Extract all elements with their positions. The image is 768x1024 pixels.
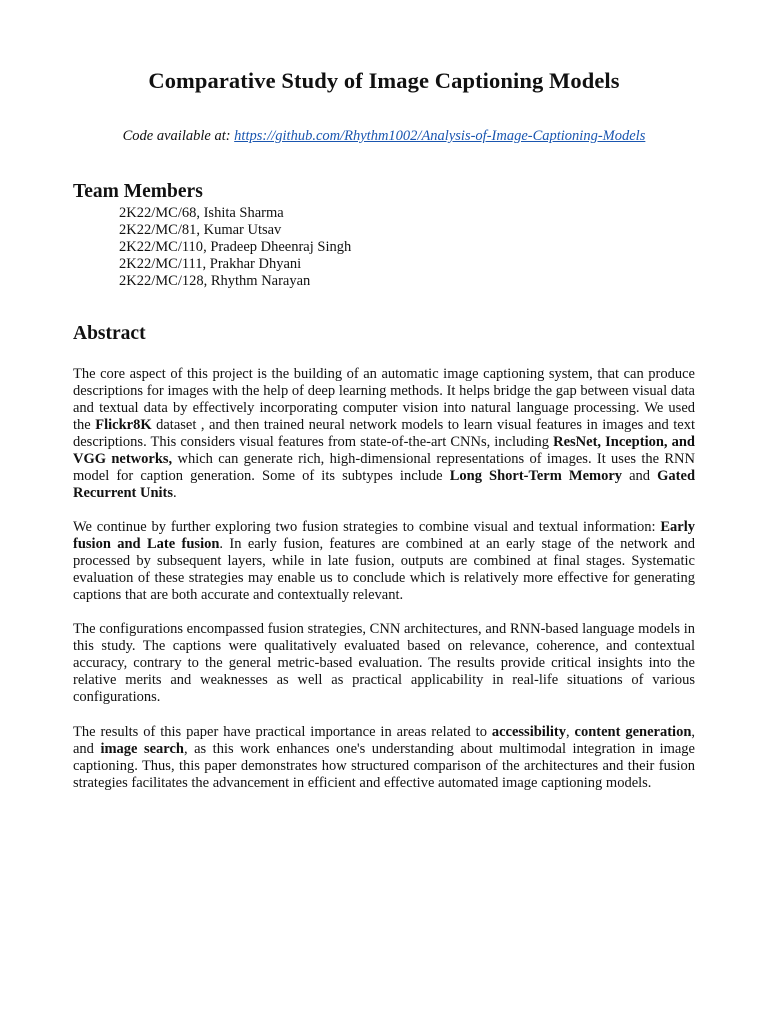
code-availability-line — [0, 128, 768, 145]
abstract-paragraph-2 — [73, 519, 695, 604]
abstract-paragraph-3: The configurations encompassed fusion strategies, CNN architectures, and RNN-based language models in this study. The captions were qualitatively evaluated based on relevance, coherence, and contextual accuracy, contrary to the general metric-based evaluation. The results provide critical insights into the relative merits and weaknesses as well as practical applicability in real-life situations of various configurations. — [73, 621, 695, 705]
team-members-heading: Team Members — [73, 181, 203, 202]
member-roll: 2K22/MC/111 — [119, 256, 203, 272]
abstract-paragraph-1 — [73, 366, 695, 502]
page-title: Comparative Study of Image Captioning Models — [148, 68, 620, 93]
text-run: dataset , and then trained neural network models to learn visual features in images and text descriptions. This considers visual features from state-of-the-art CNNs, including — [73, 417, 695, 450]
member-name: Pradeep Dheenraj Singh — [210, 239, 352, 255]
bold-term-cnns: ResNet, Inception, and VGG networks, — [73, 434, 695, 467]
text-run: The results of this paper have practical importance in areas related to — [73, 724, 492, 740]
list-item: 2K22/MC/81, Kumar Utsav — [119, 222, 282, 238]
bold-term-content-generation: content generation — [574, 724, 692, 740]
text-run: . — [173, 485, 177, 501]
code-label: Code available at: — [122, 128, 235, 144]
list-item: 2K22/MC/110, Pradeep Dheenraj Singh — [119, 239, 352, 255]
text-run: We continue by further exploring two fusion strategies to combine visual and textual information: — [73, 519, 661, 535]
member-name: Kumar Utsav — [203, 222, 282, 238]
bold-term-lstm: Long Short-Term Memory — [449, 468, 623, 484]
list-item: 2K22/MC/128, Rhythm Narayan — [119, 273, 311, 289]
member-roll: 2K22/MC/68 — [119, 205, 197, 221]
member-name: Prakhar Dhyani — [209, 256, 302, 272]
bold-term-image-search: image search — [100, 741, 184, 757]
bold-term-dataset: Flickr8K — [95, 417, 152, 433]
team-member-list — [119, 205, 351, 290]
member-name: Rhythm Narayan — [210, 273, 311, 289]
text-run: which can generate rich, high-dimensional representations of images. It uses the RNN model for caption generation. Some of its subtypes include — [73, 451, 695, 484]
github-link[interactable]: https://github.com/Rhythm1002/Analysis-of-Image-Captioning-Models — [234, 128, 646, 144]
text-run: , — [565, 724, 575, 740]
text-run: The core aspect of this project is the building of an automatic image captioning system, that can produce descriptions for images with the help of deep learning methods. It helps bridge the gap between visual data and textual data by effectively incorporating computer vision into natural language processing. We used the — [73, 366, 695, 433]
abstract-heading: Abstract — [73, 323, 146, 344]
bold-term-accessibility: accessibility — [491, 724, 566, 740]
member-name: Ishita Sharma — [203, 205, 284, 221]
member-roll: 2K22/MC/81 — [119, 222, 197, 238]
text-run: . In early fusion, features are combined at an early stage of the network and processed by subsequent layers, while in late fusion, outputs are combined at final stages. Systematic evaluation of these strategies may enable us to conclude which is relatively more effective for generating captions that are both accurate and contextually relevant. — [73, 536, 695, 603]
list-item: 2K22/MC/68, Ishita Sharma — [119, 205, 284, 221]
text-run: , and — [73, 724, 696, 757]
list-item: 2K22/MC/111, Prakhar Dhyani — [119, 256, 302, 272]
text-run: , as this work enhances one's understanding about multimodal integration in image captioning. Thus, this paper demonstrates how structured comparison of the architectures and their fusion strategies facilitates the advancement in efficient and effective automated image captioning models. — [73, 741, 695, 791]
bold-term-gru: Gated Recurrent Units — [73, 468, 696, 501]
member-roll: 2K22/MC/110 — [119, 239, 204, 255]
text-run: and — [622, 468, 658, 484]
abstract-paragraph-4 — [73, 724, 695, 792]
member-roll: 2K22/MC/128 — [119, 273, 204, 289]
bold-term-fusion: Early fusion and Late fusion — [73, 519, 695, 552]
